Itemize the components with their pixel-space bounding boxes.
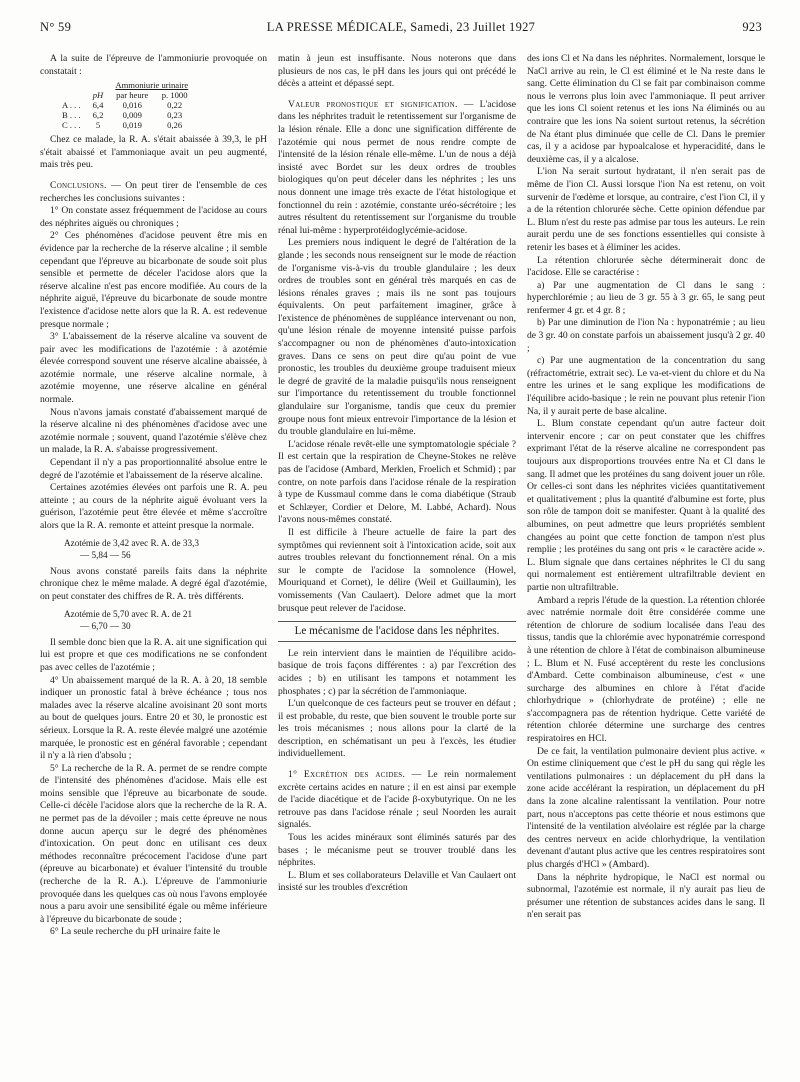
table-row bbox=[62, 110, 194, 120]
paragraph: c) Par une augmentation de la concentration du sang (réfractométrie, extrait sec). Le va-et-vient du chlore et du Na entre les urines et le sang explique les modifications de l'équilibre acido-basique ; le rein ne pouvant plus retenir l'ion Na, il y aurait perte de base alcaline. bbox=[527, 355, 765, 417]
paragraph: des ions Cl et Na dans les néphrites. Normalement, lorsque le NaCl arrive au rein, le Cl est éliminé et le Na reste dans le sang. Cette élimination du Cl se fait par combinaison comme nous le verrons plus loin avec l'ammoniaque. Il peut arriver que les ions Cl soient retenus et les ions Na éliminés ou au contraire que les ions Na soient surtout retenus, la sécrétion de Na étant plus diminuée que celle de Cl. Dans le premier cas, il y a acidose par hypoalcalose et hyperacidité, dans le deuxième cas, il y a alcalose. bbox=[527, 53, 765, 165]
table-group-header: Ammoniurie urinaire bbox=[115, 80, 189, 91]
paragraph: Le rein intervient dans le maintien de l'équilibre acido-basique de trois façons différentes : a) par l'excrétion des acides ; b) en utilisant les tampons et notamment les phosphates ; c) par la sécrétion de l'ammoniaque. bbox=[278, 647, 516, 697]
paragraph: matin à jeun est insuffisante. Nous noterons que dans plusieurs de nos cas, le pH dans les jours qui ont précédé le décès a atteint et dépassé sept. bbox=[278, 53, 516, 90]
running-header bbox=[40, 20, 762, 38]
table-header-p1000: p. 1000 bbox=[161, 90, 188, 101]
paragraph: Ambard a repris l'étude de la question. La rétention chlorée avec natrémie normale doit être considérée comme une rétention de chlorure de sodium localisée dans l'eau des tissus, tandis que la chlorémie avec hyponatrémie correspond à une rétention de chlore à l'état de combinaison albumineuse ; L. Blum et N. Fusé acceptèrent du reste les conclusions d'Ambard. Cette combinaison albumineuse, c'est « une surcharge des albumines en chlore à l'état d'acide chlorhydrique » (chlorhydrate de protéine) ; elle ne s'accompagnera pas de rétention hydrique. Cette variété de rétention chlorée détermine une surcharge des centres respiratoires en HCl. bbox=[527, 594, 765, 745]
column-2 bbox=[278, 53, 516, 1073]
paragraph: 4° Un abaissement marqué de la R. A. à 20, 18 semble indiquer un pronostic fatal à brève échéance ; tous nos malades avec la réserve alcaline avoisinant 20 sont morts au bout de quelques jours. Entre 20 et 30, le pronostic est sérieux. Lorsque la R. A. reste élevée malgré une azotémie marquée, le pronostic est en général favorable ; cependant il n'y a là rien d'absolu ; bbox=[40, 674, 267, 762]
paragraph: Il est difficile à l'heure actuelle de faire la part des symptômes qui reviennent soit à l'intoxication acide, soit aux autres troubles relevant du fonctionnement rénal. On a mis sur le compte de l'acidose la somnolence (Howel, Mouriquand et Cornet), le délire (Weil et Guillaumin), les vomissements (Van Caulaert). Delore admet que la mort brusque peut relever de l'acidose. bbox=[278, 526, 516, 614]
cell-hour: 0,019 bbox=[122, 120, 142, 131]
paragraph: De ce fait, la ventilation pulmonaire devient plus active. « On estime cliniquement que c'est le pH du sang qui règle les ventilations pulmonaires : un déplacement du pH dans la zone acide accélérant la respiration, un déplacement du pH dans la zone alcaline ralentissant la ventilation. Pour notre part, nous n'acceptons pas cette théorie et nous estimons que l'intensité de la ventilation alvéolaire est réglée par la charge des centres nerveux en acide chlorhydrique, la ventilation devenant d'autant plus active que les centres respiratoires sont plus chargés d'HCl » (Ambard). bbox=[527, 745, 765, 870]
run-in-heading: Conclusions. bbox=[50, 179, 107, 191]
paragraph-text: — Le rein normalement excrète certains acides en nature ; il en est ainsi par exemple de l'acide diacétique et de l'acide β-oxybutyrique. On ne les retrouve pas dans l'acidose rénale ; seul Noorden les aurait signalés. bbox=[278, 769, 516, 831]
cell-ph: 6,4 bbox=[92, 100, 104, 111]
row-label: B . . . bbox=[62, 110, 81, 121]
paragraph: L. Blum et ses collaborateurs Delaville et Van Caulaert ont insisté sur les troubles d'excrétion bbox=[278, 869, 516, 894]
run-in-heading: 1° Excrétion des acides. bbox=[288, 769, 406, 781]
paragraph: A la suite de l'épreuve de l'ammoniurie provoquée on constatait : bbox=[40, 53, 267, 77]
section-heading: Le mécanisme de l'acidose dans les néphrites. bbox=[278, 621, 516, 642]
paragraph: Les premiers nous indiquent le degré de l'altération de la glande ; les seconds nous renseignent sur le mode de réaction de l'organisme vis-à-vis du trouble glandulaire ; les deux ordres de troubles sont en général très marqués en cas de lésions rénales graves ; mais ils ne sont pas toujours équivalents. On peut parfaitement imaginer, grâce à l'existence de phénomènes de suppléance intervenant ou non, qu'une lésion rénale de moyenne intensité puisse parfois s'accompagner ou non de phénomènes d'auto-intoxication graves. Dans ce sens on peut dire qu'au point de vue pronostic, les troubles du deuxième groupe traduisent mieux le degré de gravité de la maladie puisqu'ils nous renseignent sur l'importance du retentissement du trouble fonctionnel glandulaire sur l'organisme, tandis que ceux du premier groupe nous font mieux entrevoir l'importance de la lésion et du trouble glandulaire en lui-même. bbox=[278, 237, 516, 438]
cell-hour: 0,016 bbox=[122, 100, 142, 111]
paragraph: 3° L'abaissement de la réserve alcaline va souvent de pair avec les modifications de l'azotémie : à azotémie élevée correspond souvent une réserve alcaline abaissée, à azotémie normale, une réserve alcaline normale, à azotémie moyenne, une réserve alcaline en général normale. bbox=[40, 331, 267, 406]
paragraph-text: — On peut tirer de l'ensemble de ces recherches les conclusions suivantes : bbox=[40, 179, 267, 204]
paragraph-text: — L'acidose dans les néphrites traduit le retentissement sur l'organisme de la lésion rénale. Elle a donc une signification différente de l'azotémie qui nous permet de nous rendre compte de l'intensité de la lésion rénale elle-même. L'un de nous a déjà insisté avec Bordet sur les deux ordres de troubles biologiques qu'on peut déceler dans les néphrites ; les uns nous donnent une image très exacte de l'état histologique et fonctionnel du rein : azotémie, constante uréo-sécrétoire ; les autres résultent du retentissement sur l'organisme du trouble rénal lui-même : hyperprotéidoglycémie-acidose. bbox=[278, 98, 516, 236]
paragraph: Tous les acides minéraux sont éliminés saturés par des bases ; le mécanisme peut se trouver troublé dans les néphrites. bbox=[278, 832, 516, 869]
paragraph: 5° La recherche de la R. A. permet de se rendre compte de l'intensité des phénomènes d'acidose. Mais elle est moins sensible que l'épreuve au bicarbonate de soude. Celle-ci décèle l'acidose alors que la recherche de la R. A. ne permet pas de la dévoiler ; mais cette épreuve ne nous donne aucun aperçu sur le degré des phénomènes d'intoxication. On peut donc en utilisant ces deux méthodes reconnaître précocement l'acidose d'une part (épreuve au bicarbonate) et évaluer l'intensité du trouble (recherche de la R. A.). L'épreuve de l'ammoniurie provoquée dans les quelques cas où nous l'avons employée nous a paru avoir une sensibilité égale ou même inférieure à l'épreuve du bicarbonate de soude ; bbox=[40, 762, 267, 925]
journal-title: LA PRESSE MÉDICALE, Samedi, 23 Juillet 1927 bbox=[266, 20, 536, 34]
paragraph: Certaines azotémies élevées ont parfois une R. A. peu atteinte ; au cours de la néphrite aiguë évoluant vers la guérison, l'azotémie peut être élevée et même s'accroître alors que la R. A. remonte et atteint presque la normale. bbox=[40, 482, 267, 531]
paragraph: Il semble donc bien que la R. A. ait une signification qui lui est propre et que ces modifications ne se confondent pas avec celles de l'azotémie ; bbox=[40, 636, 267, 673]
prognosis-paragraph bbox=[278, 99, 516, 238]
paragraph: La rétention chlorurée sèche déterminerait donc de l'acidose. Elle se caractérise : bbox=[527, 254, 765, 279]
equation-line: Azotémie de 3,42 avec R. A. de 33,3 bbox=[64, 537, 199, 548]
column-3 bbox=[527, 53, 765, 1073]
paragraph: b) Par une diminution de l'ion Na : hyponatrémie ; au lieu de 3 gr. 40 on constate parfois un abaissement jusqu'à 2 gr. 40 ; bbox=[527, 317, 765, 354]
paragraph: Nous avons constaté pareils faits dans la néphrite chronique chez le même malade. A degré égal d'azotémie, on peut constater des chiffres de R. A. très différents. bbox=[40, 565, 267, 602]
equation-line: Azotémie de 5,70 avec R. A. de 21 bbox=[64, 608, 193, 619]
run-in-heading: Valeur pronostique et signification. bbox=[288, 98, 458, 110]
row-label: C . . . bbox=[62, 120, 81, 131]
paragraph: 6° La seule recherche du pH urinaire faite le bbox=[50, 926, 221, 938]
cell-hour: 0,009 bbox=[122, 110, 142, 121]
page-number: 923 bbox=[742, 20, 762, 34]
row-label: A . . . bbox=[62, 100, 81, 111]
table-header-ph: pH bbox=[92, 90, 104, 101]
cell-p1000: 0,23 bbox=[167, 110, 183, 121]
paragraph: Dans la néphrite hydropique, le NaCl est normal ou subnormal, l'azotémie est normale, il n'y aurait pas lieu de présumer une rétention de substances acides dans le sang. Il n'en serait pas bbox=[527, 871, 765, 921]
excretion-paragraph bbox=[278, 769, 516, 832]
column-1 bbox=[40, 53, 267, 1073]
cell-p1000: 0,22 bbox=[167, 100, 183, 111]
conclusions-paragraph bbox=[40, 180, 267, 205]
paragraph: Cependant il n'y a pas proportionnalité absolue entre le degré de l'azotémie et l'abaissement de la réserve alcaline. bbox=[40, 457, 267, 481]
cell-p1000: 0,26 bbox=[167, 120, 183, 131]
paragraph: L'un quelconque de ces facteurs peut se trouver en défaut ; il est probable, du reste, que bien souvent le trouble porte sur les trois mécanismes ; nous allons pour la clarté de la description, en schématisant un peu à l'excès, les étudier individuellement. bbox=[278, 698, 516, 760]
equation-line: — 5,84 — 56 bbox=[80, 550, 131, 561]
table-header-hour: par heure bbox=[116, 90, 149, 101]
equation-line: — 6,70 — 30 bbox=[80, 621, 131, 632]
cell-ph: 6,2 bbox=[92, 110, 104, 121]
paragraph: L. Blum constate cependant qu'un autre facteur doit intervenir encore ; car on peut constater que les chiffres exprimant l'état de la réserve alcaline ne correspondent pas toujours aux disproportions trouvées entre Na et Cl dans le sang. Il admet que les protéines du sang doivent jouer un rôle. Or celles-ci sont dans les néphrites viciées quantitativement et qualitativement ; plus la quantité d'albumine est forte, plus son rôle de tampon doit se manifester. Quant à la qualité des albumines, on peut admettre que leurs propriétés semblent changées au point que cette fonction de tampon n'est plus remplie ; les protéines du sang ont pris « le caractère acide ». L. Blum signale que dans certaines néphrites le Cl du sang qui normalement est entièrement ultrafiltrable devient en partie non ultrafiltrable. bbox=[527, 418, 765, 593]
paragraph: Chez ce malade, la R. A. s'était abaissée à 39,3, le pH s'était abaissé et l'ammoniaque avait un peu augmenté, mais très peu. bbox=[40, 134, 267, 171]
table-row bbox=[62, 100, 194, 110]
ammoniuria-table bbox=[62, 80, 194, 130]
issue-number: N° 59 bbox=[40, 20, 72, 34]
paragraph: a) Par une augmentation de Cl dans le sang : hyperchlorémie ; au lieu de 3 gr. 55 à 3 gr. 65, le sang peut renfermer 4 gr. et 4 gr. 8 ; bbox=[527, 279, 765, 316]
paragraph: 1° On constate assez fréquemment de l'acidose au cours des néphrites aiguës ou chroniques ; bbox=[40, 205, 267, 229]
paragraph: L'ion Na serait surtout hydratant, il n'en serait pas de même de l'ion Cl. Aussi lorsque l'ion Na est retenu, on voit survenir de l'œdème et lorsque, au contraire, c'est l'ion Cl, il y a de la rétention chlorurée sèche. Cette opinion défendue par L. Blum n'est du reste pas admise par tous les auteurs. Le rein aurait perdu une de ses fonctions essentielles qui consiste à retenir les bases et à éliminer les acides. bbox=[527, 166, 765, 253]
paragraph: L'acidose rénale revêt-elle une symptomatologie spéciale ? Il est certain que la respiration de Cheyne-Stokes ne relève pas de l'acidose (Ambard, Merklen, Froelich et Schmid) ; par contre, on note parfois dans l'acidose rénale de la respiration à type de Kussmaul comme dans le coma diabétique (Straub et Schlæyer, Cordier et Delore, M. Labbé, Achard). Nous l'avons nous-mêmes constaté. bbox=[278, 438, 516, 526]
table-row bbox=[62, 120, 194, 130]
paragraph: Nous n'avons jamais constaté d'abaissement marqué de la réserve alcaline ni des phénomènes d'acidose avec une azotémie normale ; souvent, quand l'azotémie s'élève chez un malade, la R. A. s'abaisse progressivement. bbox=[40, 406, 267, 456]
cell-ph: 5 bbox=[95, 120, 101, 131]
paragraph: 2° Ces phénomènes d'acidose peuvent être mis en évidence par la recherche de la réserve alcaline ; il semble cependant que l'épreuve au bicarbonate de soude soit plus sensible et permette de déceler l'acidose alors que la réserve alcaline n'est pas encore modifiée. Au cours de la néphrite aiguë, l'épreuve du bicarbonate de soude montre l'existence d'acidose nette alors que la R. A. est redevenue presque normale ; bbox=[40, 230, 267, 330]
